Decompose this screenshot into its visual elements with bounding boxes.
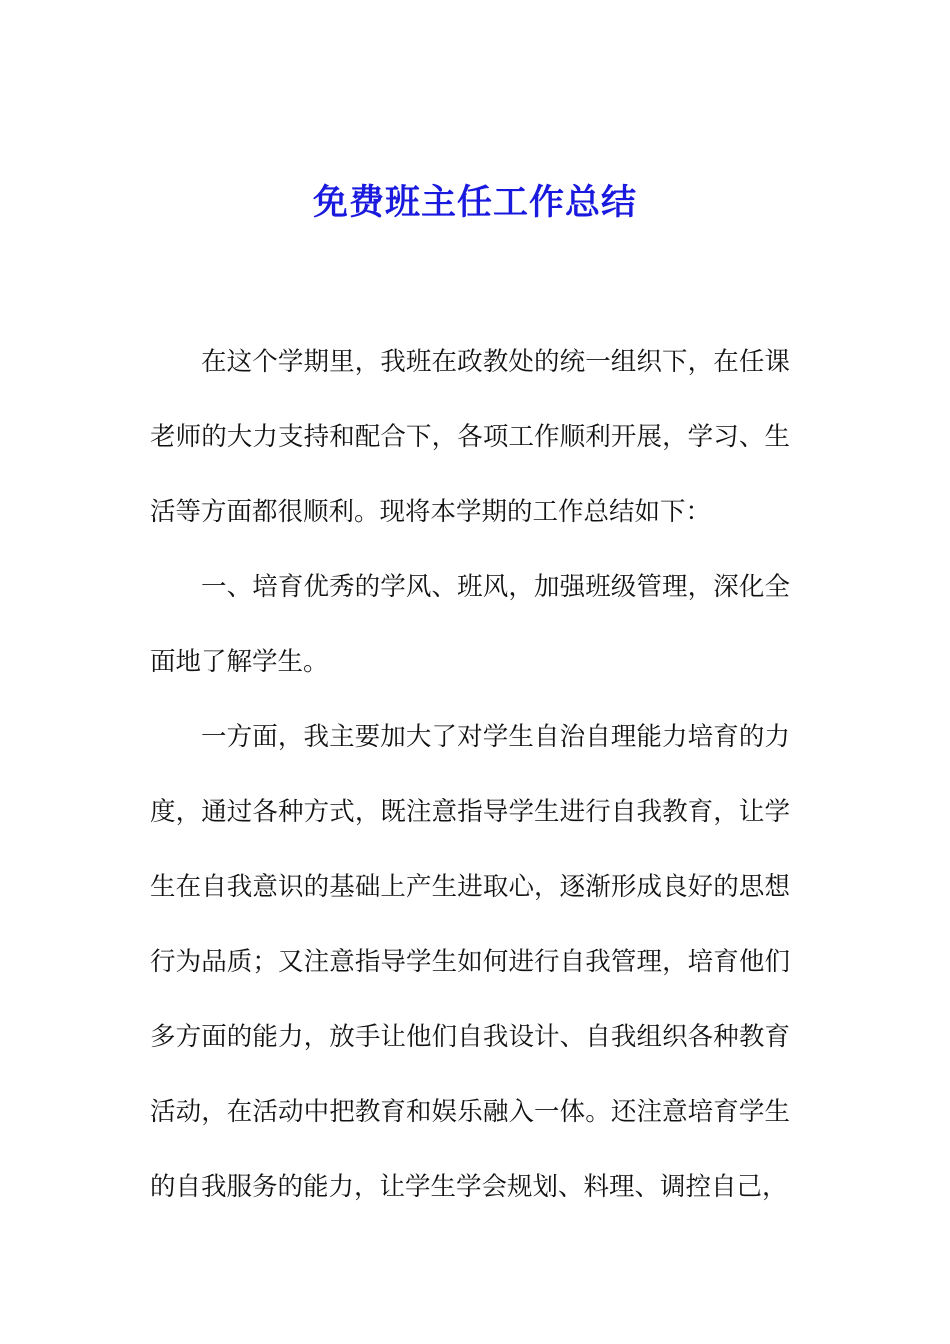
document-body [150, 325, 790, 1225]
paragraph-section-heading: 一、培育优秀的学风、班风，加强班级管理，深化全面地了解学生。 [150, 572, 790, 677]
document-title: 免费班主任工作总结 [312, 182, 637, 223]
paragraph-first-aspect: 一方面，我主要加大了对学生自治自理能力培育的力度，通过各种方式，既注意指导学生进行自我教育，让学生在自我意识的基础上产生进取心，逐渐形成良好的思想行为品质；又注意指导学生如何进行自我管理，培育他们多方面的能力，放手让他们自我设计、自我组织各种教育活动，在活动中把教育和娱乐融入一体。还注意培育学生的自我服务的能力，让学生学会规划、料理、调控自己， [150, 722, 790, 1202]
paragraph-intro: 在这个学期里，我班在政教处的统一组织下，在任课老师的大力支持和配合下，各项工作顺利开展，学习、生活等方面都很顺利。现将本学期的工作总结如下： [150, 347, 790, 527]
